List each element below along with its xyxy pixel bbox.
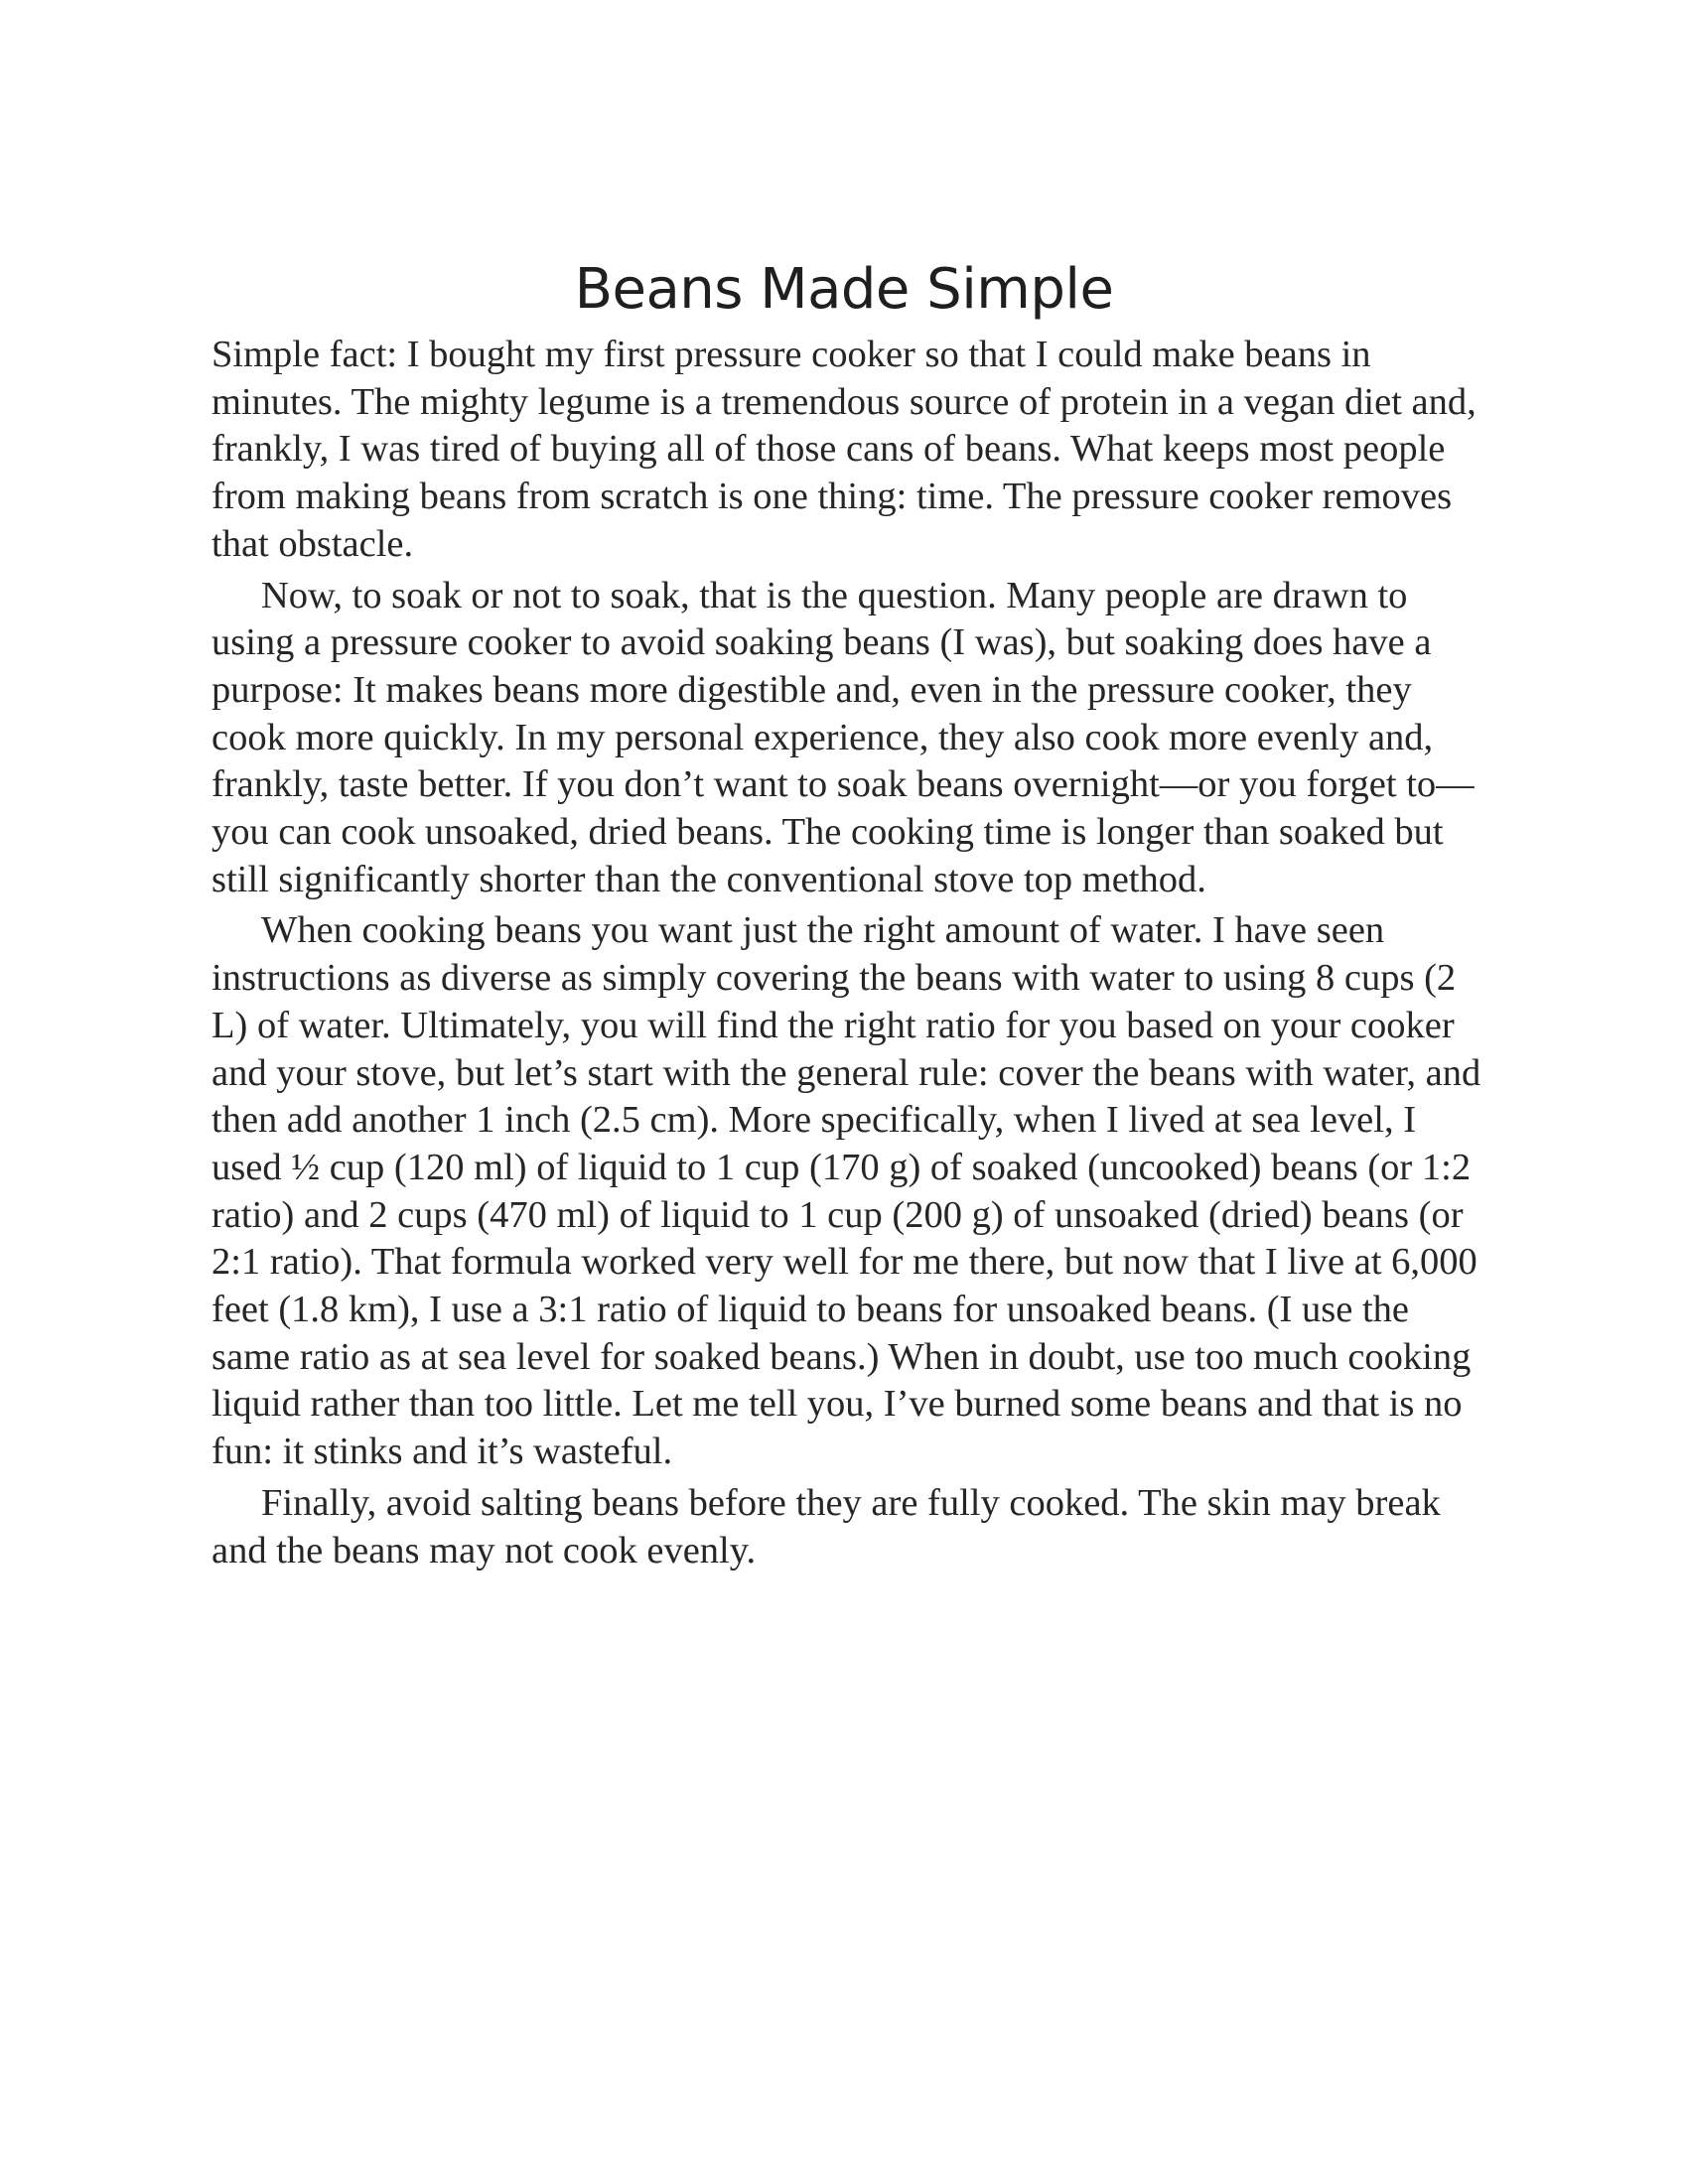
page-title: Beans Made Simple bbox=[574, 257, 1114, 322]
article-body bbox=[211, 332, 1492, 1578]
paragraph-2: Now, to soak or not to soak, that is the question. Many people are drawn to using a pressure cooker to avoid soaking beans (I was), but soaking does have a purpose: It makes beans more digestible and, even in the pressure cooker, they cook more quickly. In my personal experience, they also cook more evenly and, frankly, taste better. If you don’t want to soak beans overnight—or you forget to—you can cook unsoaked, dried beans. The cooking time is longer than soaked but still significantly shorter than the conventional stove top method. bbox=[211, 574, 1475, 900]
paragraph-3: When cooking beans you want just the right amount of water. I have seen instructions as diverse as simply covering the beans with water to using 8 cups (2 L) of water. Ultimately, you will find the right ratio for you based on your cooker and your stove, but let’s start with the general rule: cover the beans with water, and then add another 1 inch (2.5 cm). More specifically, when I lived at sea level, I used ½ cup (120 ml) of liquid to 1 cup (170 g) of soaked (uncooked) beans (or 1:2 ratio) and 2 cups (470 ml) of liquid to 1 cup (200 g) of unsoaked (dried) beans (or 2:1 ratio). That formula worked very well for me there, but now that I live at 6,000 feet (1.8 km), I use a 3:1 ratio of liquid to beans for unsoaked beans. (I use the same ratio as at sea level for soaked beans.) When in doubt, use too much cooking liquid rather than too little. Let me tell you, I’ve burned some beans and that is no fun: it stinks and it’s wasteful. bbox=[211, 909, 1481, 1473]
paragraph-4: Finally, avoid salting beans before they are fully cooked. The skin may break and the beans may not cook evenly. bbox=[211, 1481, 1441, 1571]
paragraph-1: Simple fact: I bought my first pressure cooker so that I could make beans in minutes. The mighty legume is a tremendous source of protein in a vegan diet and, frankly, I was tired of buying all of those cans of beans. What keeps most people from making beans from scratch is one thing: time. The pressure cooker removes that obstacle. bbox=[211, 334, 1477, 565]
